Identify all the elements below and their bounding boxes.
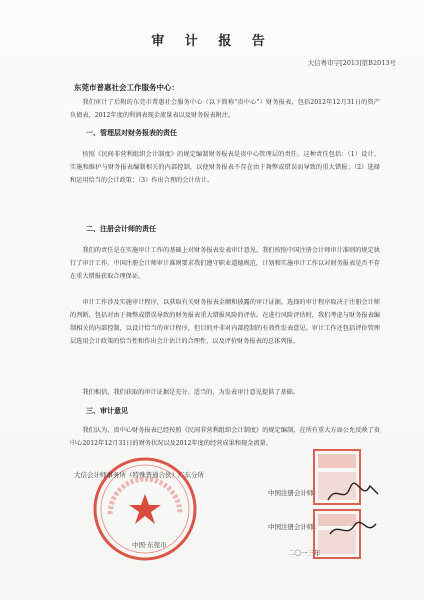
section-heading-2: 二、注册会计师的责任 [86,225,156,233]
cpa-handwritten-signature-2 [326,516,380,542]
cpa-handwritten-signature-1 [326,480,380,506]
report-date: 二〇一三年 [288,549,321,557]
audit-firm-name: 大信会计师事务所（特殊普通合伙）广东分所 [74,471,204,479]
section-1-paragraph-1: 按照《民间非营利组织会计制度》的规定编制财务报表是贵中心管理层的责任。这种责任包括：（1）设计、实施和维护与财务报表编制相关的内部控制，以使财务报表不存在由于舞弊或错误而导致的重大错报；（2）选择和运用恰当的会计政策；（3）作出合理的会计估计。 [70,151,380,184]
section-heading-1: 一、管理层对财务报表的责任 [86,129,177,137]
report-reference-number: 大信粤审字[2013]第B2013号 [307,59,396,67]
section-2-paragraph-3: 我们相信，我们获取的审计证据是充分、适当的，为发表审计意见提供了基础。 [82,389,299,396]
page-title: 审 计 报 告 [151,34,273,49]
section-2-paragraph-1: 我们的责任是在实施审计工作的基础上对财务报表发表审计意见。我们按照中国注册会计师审计准则的规定执行了审计工作。中国注册会计师审计准则要求我们遵守职业道德规范，计划和实施审计工作以对财务报表是否不存在重大错报获取合理保证。 [70,247,380,280]
addressee: 东莞市普惠社会工作服务中心： [74,83,179,92]
intro-paragraph: 我们审计了后附的东莞市普惠社会服务中心（以下简称“贵中心”）财务报表，包括2012年12月31日的资产负债表，2012年度的利润表现金流量表以及财务报表附注。 [70,99,380,119]
section-2-paragraph-2: 审计工作涉及实施审计程序，以获取有关财务报表金额和披露的审计证据。选择的审计程序取决于注册会计师的判断，包括对由于舞弊或错误导致的财务报表重大错报风险的评估。在进行风险评估时，我们考虑与财务报表编制相关的内部控制，以设计恰当的审计程序，但目的并非对内部控制的有效性发表意见。审计工作还包括评价管理层选用会计政策的恰当性和作出会计估计的合理性，以及评价财务报表的总体列报。 [70,299,380,345]
cpa-signature-label-2: 中国注册会计师： [268,523,320,531]
firm-city: 中国·东莞市 [132,541,167,549]
cpa-signature-label-1: 中国注册会计师： [268,489,320,497]
section-3-paragraph-1: 我们认为，贵中心财务报表已经按照《民间非营利组织会计制度》的规定编制，在所有重大方面公允反映了贵中心2012年12月31日的财务状况以及2012年度的经营成果和现金流量。 [70,427,380,447]
section-heading-3: 三、审计意见 [86,407,128,415]
